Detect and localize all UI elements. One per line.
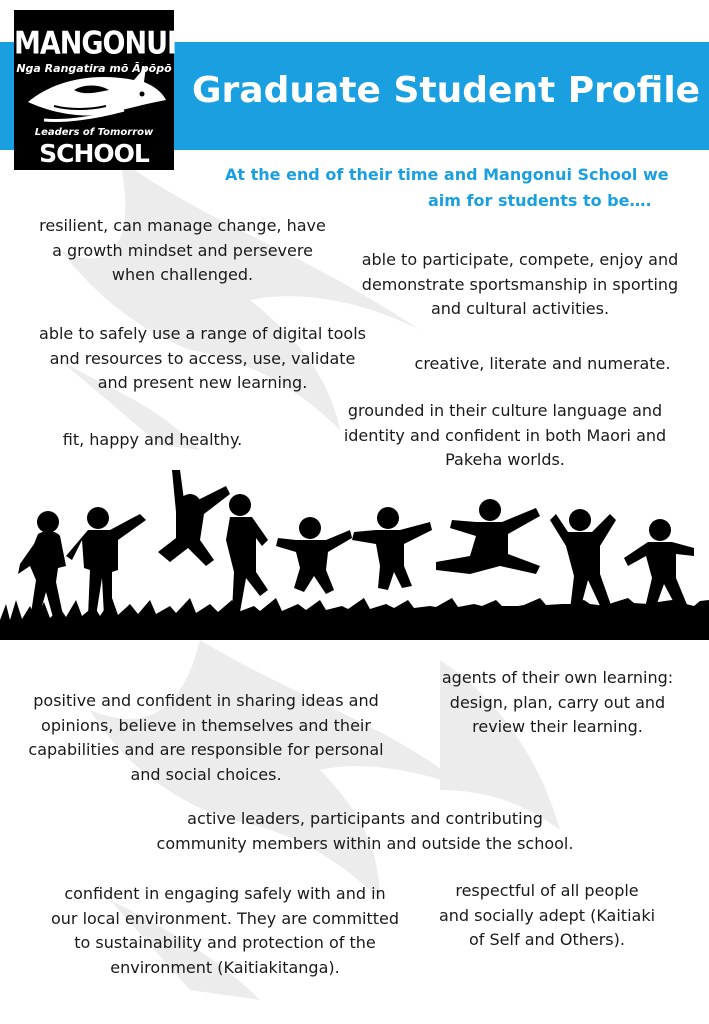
intro-line-2: aim for students to be….: [428, 191, 652, 210]
quality-line: able to safely use a range of digital tools: [39, 324, 366, 343]
quality-line: capabilities and are responsible for personal: [28, 740, 384, 759]
quality-line: creative, literate and numerate.: [414, 354, 671, 373]
quality-line: and cultural activities.: [430, 299, 610, 318]
quality-digital: [20, 322, 385, 396]
logo-name-bottom: SCHOOL: [39, 139, 149, 168]
quality-line: a growth mindset and persevere: [52, 240, 313, 260]
quality-line: community members within and outside the school.: [156, 833, 574, 853]
quality-line: and social choices.: [130, 764, 282, 784]
quality-leaders: [125, 807, 605, 856]
intro-line-1: At the end of their time and Mangonui School we: [225, 165, 669, 184]
quality-line: when challenged.: [111, 265, 254, 284]
school-logo: [14, 10, 177, 170]
quality-fit: [40, 428, 265, 453]
quality-line: positive and confident in sharing ideas and: [33, 691, 379, 710]
quality-line: to sustainability and protection of the: [74, 933, 376, 952]
quality-sportsmanship: [345, 248, 695, 322]
quality-line: active leaders, participants and contributing: [187, 809, 543, 828]
quality-environment: [35, 882, 415, 980]
logo-name-top: MANGONUI: [14, 25, 177, 62]
quality-line: Pakeha worlds.: [445, 450, 565, 469]
quality-line: respectful of all people: [455, 881, 639, 900]
quality-line: demonstrate sportsmanship in sporting: [361, 274, 679, 294]
quality-line: and socially adept (Kaitiaki: [438, 905, 656, 925]
quality-creative: [395, 352, 690, 377]
quality-line: grounded in their culture language and: [347, 401, 663, 420]
quality-line: able to participate, compete, enjoy and: [361, 250, 679, 269]
quality-line: and present new learning.: [97, 373, 308, 392]
logo-motto: Nga Rangatira mō Āpōpō: [16, 62, 172, 75]
quality-positive: [12, 689, 400, 787]
quality-line: our local environment. They are committed: [50, 908, 400, 928]
quality-line: design, plan, carry out and: [449, 692, 666, 712]
logo-tagline: Leaders of Tomorrow: [34, 127, 154, 138]
quality-agents: [430, 666, 685, 740]
quality-line: resilient, can manage change, have: [39, 216, 326, 235]
children-silhouette: [0, 460, 709, 645]
quality-line: and resources to access, use, validate: [49, 348, 356, 368]
quality-respectful: [432, 879, 662, 953]
quality-line: environment (Kaitiakitanga).: [110, 957, 340, 977]
quality-line: identity and confident in both Maori and: [343, 425, 667, 445]
quality-line: opinions, believe in themselves and their: [41, 715, 371, 735]
quality-line: review their learning.: [472, 717, 643, 736]
quality-resilient: [20, 214, 345, 288]
quality-line: fit, happy and healthy.: [62, 430, 243, 449]
quality-line: agents of their own learning:: [441, 668, 674, 687]
page-title: Graduate Student Profile: [192, 70, 701, 111]
quality-line: of Self and Others).: [469, 930, 625, 949]
quality-line: confident in engaging safely with and in: [64, 884, 386, 903]
